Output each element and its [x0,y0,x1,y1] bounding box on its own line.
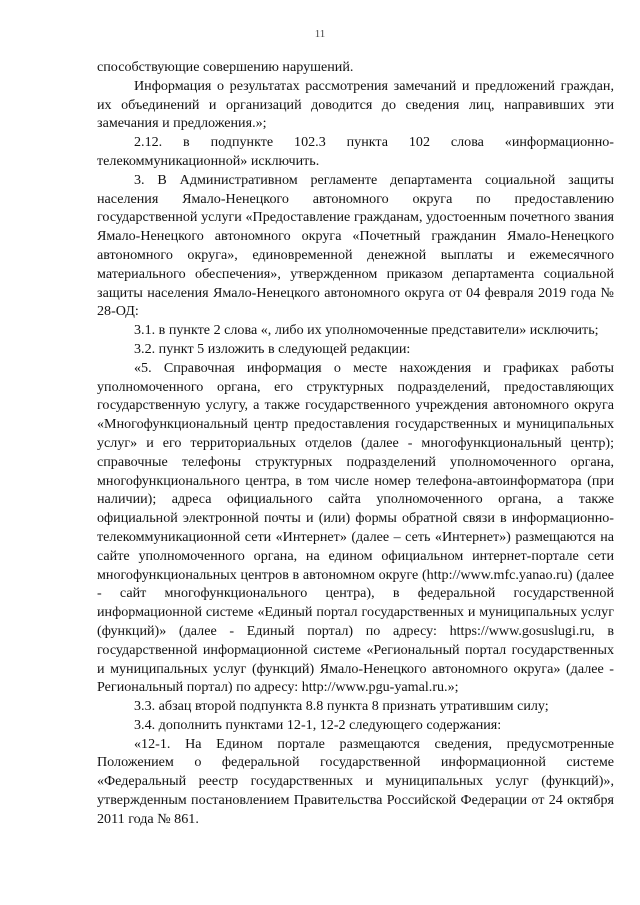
paragraph-12-1-quote: «12-1. На Едином портале размещаются сведения, предусмотренные Положением о федеральной государственной информационной системе «Федеральный реестр государственных и муниципальных услуг (функций)», утвержденным постановлением Правительства Российской Федерации от 24 октября 2011 года № 861. [97,735,614,827]
paragraph-information-results: Информация о результатах рассмотрения замечаний и предложений граждан, их объединений и организаций доводится до сведения лиц, направивших эти замечания и предложения.»; [97,77,614,132]
paragraph-3-4: 3.4. дополнить пунктами 12-1, 12-2 следующего содержания: [134,716,502,733]
page-number: 11 [314,28,326,40]
document-body [97,58,614,829]
paragraph-3: 3. В Административном регламенте департамента социальной защиты населения Ямало-Ненецкого автономного округа по предоставлению государственной услуги «Предоставление гражданам, удостоенным почетного звания Ямало-Ненецкого автономного округа «Почетный гражданин Ямало-Ненецкого автономного округа», единовременной денежной выплаты и ежемесячного материального обеспечения», утвержденном приказом департамента социальной защиты населения Ямало-Ненецкого автономного округа от 04 февраля 2019 года № 28-ОД: [97,171,614,320]
paragraph-3-2: 3.2. пункт 5 изложить в следующей редакции: [134,340,411,357]
paragraph-5-quote: «5. Справочная информация о месте нахождения и графиках работы уполномоченного органа, его структурных подразделений, предоставляющих государственную услугу, а также государственного учреждения автономного округа «Многофункциональный центр предоставления государственных и муниципальных услуг» и его территориальных отделов (далее - многофункциональный центр); справочные телефоны структурных подразделений уполномоченного органа, многофункционального центра, в том числе номер телефона-автоинформатора (при наличии); адреса официального сайта уполномоченного органа, а также официальной электронной почты и (или) формы обратной связи в информационно-телекоммуникационной сети «Интернет» (далее – сеть «Интернет») размещаются на сайте уполномоченного органа, на едином официальном интернет-портале сети многофункциональных центров в автономном округе (http://www.mfc.yanao.ru) (далее - сайт многофункционального центра), в федеральной государственной информационной системе «Единый портал государственных и муниципальных услуг (функций)» (далее - Единый портал) по адресу: https://www.gosuslugi.ru, в государственной информационной системе «Региональный портал государственных и муниципальных услуг (функций) Ямало-Ненецкого автономного округа» (далее - Региональный портал) по адресу: http://www.pgu-yamal.ru.»; [97,359,614,696]
paragraph-3-1: 3.1. в пункте 2 слова «, либо их уполномоченные представители» исключить; [134,322,599,339]
paragraph-continuation: способствующие совершению нарушений. [97,59,354,75]
paragraph-2-12: 2.12. в подпункте 102.3 пункта 102 слова «информационно-телекоммуникационной» исключить. [97,134,614,169]
paragraph-3-3: 3.3. абзац второй подпункта 8.8 пункта 8 признать утратившим силу; [134,698,549,715]
